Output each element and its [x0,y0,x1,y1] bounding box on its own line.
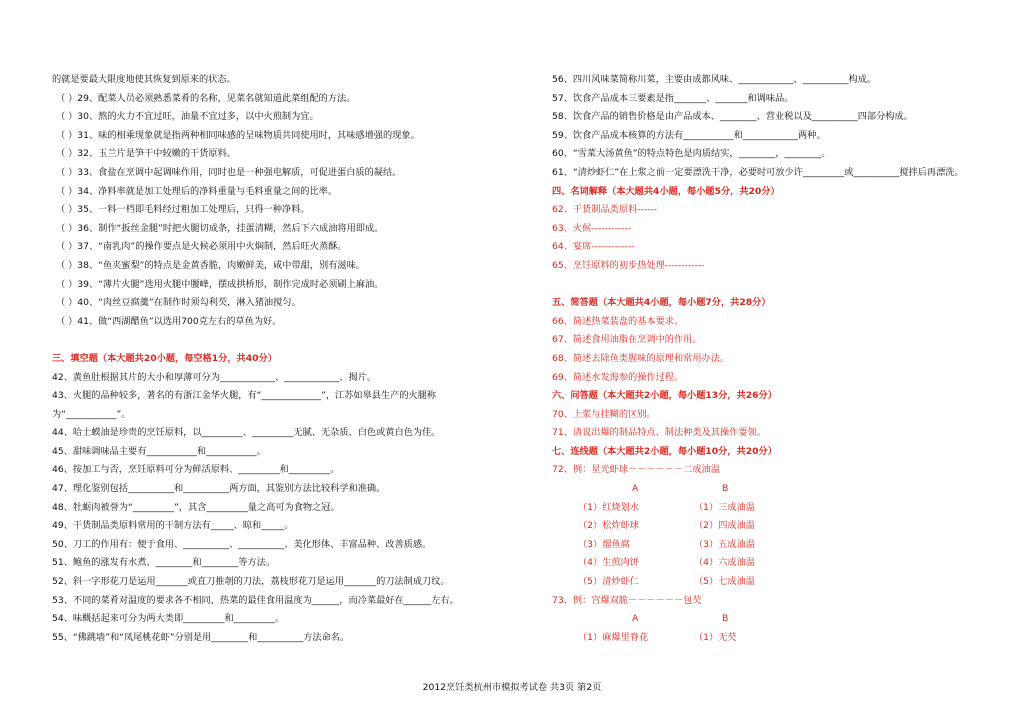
short-answer-69: 69、简述水发海参的操作过程。 [552,371,684,383]
fill-item-57: 57、饮食产品成本三要素是指_______、_______和调味品。 [552,92,794,104]
spacer [52,331,522,350]
judge-item-33: （ ）33、食盐在烹调中起调味作用，同时也是一种强电解质，可促进蛋白质的凝结。 [56,166,402,178]
short-answer-67: 67、简述食用油脂在烹调中的作用。 [552,334,702,346]
fill-item-47: 47、理化鉴别包括__________和__________两方面，其鉴别方法比较科学和准确。 [52,483,386,495]
judge-item-32: （ ）32、玉兰片是笋干中较嫩的干货原料。 [56,148,236,160]
match-72-a-2: （2）松炸虾球 [578,520,639,532]
judge-item-39: （ ）39、“薄片火腿”选用火腿中腰峰，摆成拱桥形，制作完成时必须刷上麻油。 [56,278,384,290]
judge-item-29: （ ）29、配菜人员必须熟悉菜肴的名称，见菜名就知道此菜组配的方法。 [56,92,356,104]
judge-item-31: （ ）31、味的相乘现象就是指两种相同味感的呈味物质共同使用时，其味感增强的现象。 [56,129,420,141]
section3-title: 三、填空题（本大题共20小题，每空格1分，共40分） [52,352,277,364]
match-72-header [552,480,1004,499]
judge-item-30: （ ）30、熬的火力不宜过旺，油量不宜过多，以中火煎制为宜。 [56,111,319,123]
match-72-col-a: A [632,483,639,495]
match-73-col-a: A [632,613,639,625]
match-72-a-3: （3）熘鱼腐 [578,538,630,550]
fill-item-43: 43、火腿的品种较多，著名的有浙江金华火腿，有“_____________”，江苏如皋县生产的火腿称 [52,390,437,402]
match-73-b-1: （1）无芡 [694,631,737,643]
fill-item-45: 45、甜味调味品主要有___________和___________。 [52,445,266,457]
judge-item-40: （ ）40、“肉丝豆腐羹”在制作时须勾利芡，淋入猪油搅匀。 [56,297,301,309]
judge-item-35: （ ）35、一料一档即毛料经过粗加工处理后，只得一种净料。 [56,204,310,216]
match-73-header [552,610,1004,629]
page-footer: 2012烹饪类杭州市模拟考试卷 共3页 第2页 [422,682,602,693]
match-72-a-1: （1）红烧划水 [578,501,639,513]
match-72-row-4 [552,554,1004,573]
match-72-row-2 [552,517,1004,536]
match-72-row-1 [552,499,1004,518]
left-column [52,71,522,647]
fill-item-56: 56、四川风味菜简称川菜，主要由成都风味、____________、__________构成。 [552,74,877,85]
match-72-row-3 [552,536,1004,555]
match-73-col-b: B [722,613,729,625]
match-73-row-1 [552,629,1004,648]
match-72-b-1: （1）三成油温 [694,501,755,513]
section5-title: 五、简答题（本大题共4小题，每小题7分，共28分） [552,297,771,309]
fill-item-54: 54、味概括起来可分为两大类即_________和_________。 [52,613,285,625]
term-63: 63、火候------------ [552,222,632,234]
match-72-b-4: （4）六成油温 [694,557,755,569]
match-72-title: 72、例：星光虾球－－－－－－二成油温 [552,464,720,476]
fill-item-42: 42、黄鱼肚根据其片的大小和厚薄可分为____________、____________、揭片。 [52,371,377,383]
short-answer-68: 68、简述去除鱼类腥味的原理和常用办法。 [552,352,730,364]
judge-item-37: （ ）37、“南乳肉”的操作要点是火候必须用中火焖制，然后旺火蒸酥。 [56,241,347,253]
fill-item-60: 60、“雪菜大汤黄鱼”的特点特色是肉质结实，________，________。 [552,148,831,160]
fill-item-59: 59、饮食产品成本核算的方法有___________和____________两种。 [552,129,826,141]
section6-title: 六、问答题（本大题共2小题，每小题13分，共26分） [552,390,777,402]
match-72-a-5: （5）清炒虾仁 [578,576,639,588]
question-71: 71、请说出爆的制品特点、制法种类及其操作要领。 [552,427,766,439]
short-answer-66: 66、简述热菜装盘的基本要求。 [552,315,684,327]
fill-item-55: 55、“佛跳墙”和“凤尾桃花虾”分别是用________和__________方法命名。 [52,631,350,643]
fill-item-53: 53、不同的菜肴对温度的要求各不相同，热菜的最佳食用温度为______，而冷菜最好在______左右。 [52,594,459,606]
judge-item-41: （ ）41、做“西湖醋鱼”以选用700克左右的草鱼为好。 [56,315,282,327]
fill-item-51: 51、鲍鱼的涨发有水煮、________和________等方法。 [52,557,276,569]
fill-item-44: 44、哈士蟆油是珍贵的烹饪原料，以_________、_________无腻、无杂质、白色或黄白色为佳。 [52,427,441,439]
match-72-row-5 [552,573,1004,592]
section4-title: 四、名词解释（本大题共4小题，每小题5分，共20分） [552,185,780,197]
match-73-title: 73、例：宫爆双脆－－－－－－包芡 [552,594,702,606]
intro-text: 的就是要最大限度地使其恢复到原来的状态。 [52,74,236,85]
term-62: 62、干货制品类原料------ [552,204,658,216]
right-column [552,71,1004,647]
judge-item-38: （ ）38、“鱼夹蜜梨”的特点是金黄香脆，肉嫩鲜美，咸中带甜，别有滋味。 [56,259,365,271]
match-72-col-b: B [722,483,729,495]
fill-item-52: 52、斜一字形花刀是运用_______或直刀推剞的刀法，荔枝形花刀是运用_______的刀法制成刀纹。 [52,576,450,588]
fill-item-50: 50、刀工的作用有：便于食用、__________、__________、美化形体、丰富品种、改善质感。 [52,538,432,550]
match-72-b-5: （5）七成油温 [694,576,755,588]
section7-title: 七、连线题（本大题共2小题，每小题10分，共20分） [552,445,777,457]
match-73-a-1: （1）麻爆里脊花 [578,631,649,643]
fill-item-61: 61、“清炒虾仁”在上浆之前一定要漂洗干净，必要时可放少许_________或__________搅拌后再漂洗。 [552,166,964,178]
term-64: 64、宴席------------- [552,241,635,253]
judge-item-36: （ ）36、制作“扳丝金腿”时把火腿切成条，挂蛋清糊，然后下六成油将用即成。 [56,222,384,234]
fill-item-46: 46、按加工与否，烹饪原料可分为鲜活原料、_________和_________。 [52,464,340,476]
question-70: 70、上浆与挂糊的区别。 [552,408,656,420]
fill-item-48: 48、牡蛎肉被誉为“_________”，其含_________量之高可为食物之冠。 [52,501,340,513]
fill-item-43-cont: 为“___________”。 [52,408,131,420]
fill-item-58: 58、饮食产品的销售价格是由产品成本、________、营业税以及__________四部分构成。 [552,111,913,123]
term-65: 65、烹饪原料的初步热处理------------ [552,259,705,271]
spacer [552,276,1004,295]
match-72-b-2: （2）四成油温 [694,520,755,532]
match-72-a-4: （4）生煎肉饼 [578,557,639,569]
match-72-b-3: （3）五成油温 [694,538,755,550]
fill-item-49: 49、干货制品类原料常用的干制方法有_____、晾和_____。 [52,520,294,532]
judge-item-34: （ ）34、净料率就是加工处理后的净料重量与毛料重量之间的比率。 [56,185,338,197]
